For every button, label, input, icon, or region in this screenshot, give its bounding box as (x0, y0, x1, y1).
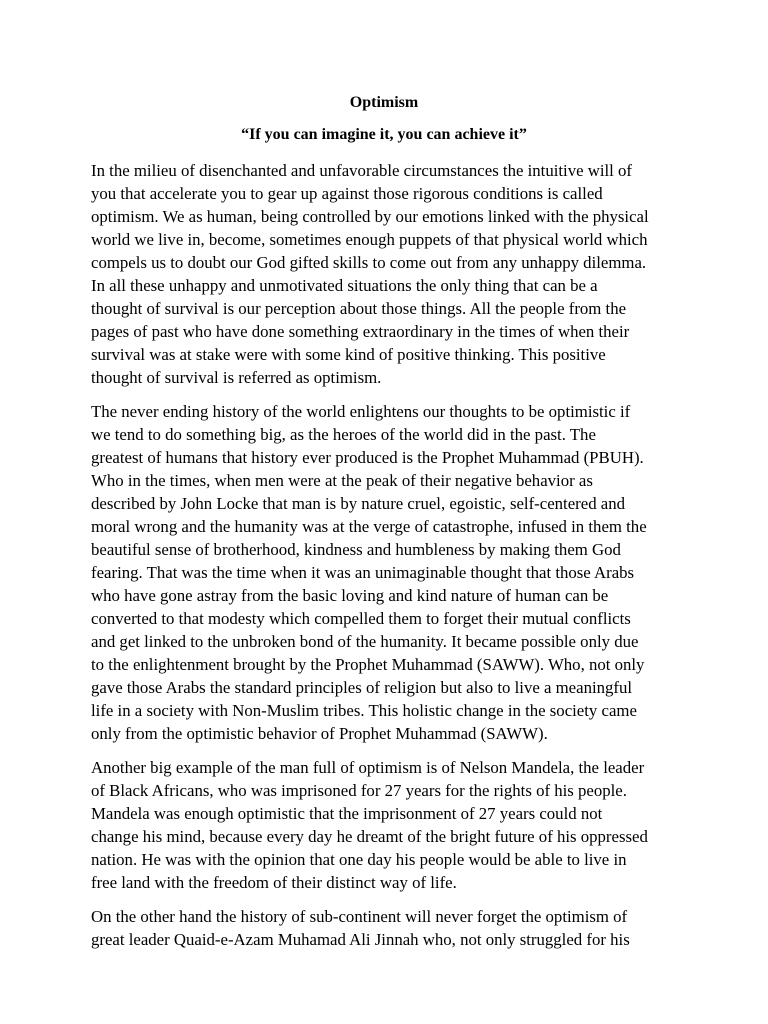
paragraph-line: life in a society with Non-Muslim tribes. This holistic change in the society came (91, 701, 637, 720)
paragraph (91, 400, 691, 745)
paragraph-line: moral wrong and the humanity was at the verge of catastrophe, infused in them the (91, 517, 647, 536)
paragraph-line: gave those Arabs the standard principles of religion but also to live a meaningful (91, 678, 633, 697)
paragraph-line: In all these unhappy and unmotivated situations the only thing that can be a (91, 276, 598, 295)
paragraph-line: thought of survival is our perception about those things. All the people from the (91, 299, 627, 318)
paragraph-line: Another big example of the man full of optimism is of Nelson Mandela, the leader (91, 758, 645, 777)
document-quote: “If you can imagine it, you can achieve it” (241, 126, 527, 143)
paragraph-line: world we live in, become, sometimes enough puppets of that physical world which (91, 230, 648, 249)
paragraph-line: fearing. That was the time when it was an unimaginable thought that those Arabs (91, 563, 635, 582)
paragraph-line: optimism. We as human, being controlled by our emotions linked with the physical (91, 207, 649, 226)
paragraph-line: Mandela was enough optimistic that the imprisonment of 27 years could not (91, 804, 603, 823)
paragraph-line: On the other hand the history of sub-continent will never forget the optimism of (91, 907, 628, 926)
paragraph-line: of Black Africans, who was imprisoned for 27 years for the rights of his people. (91, 781, 627, 800)
paragraph-line: and get linked to the unbroken bond of the humanity. It became possible only due (91, 632, 639, 651)
paragraph-line: In the milieu of disenchanted and unfavorable circumstances the intuitive will of (91, 161, 633, 180)
paragraph-line: change his mind, because every day he dreamt of the bright future of his oppressed (91, 827, 648, 846)
paragraph-line: described by John Locke that man is by nature cruel, egoistic, self-centered and (91, 494, 626, 513)
paragraph-line: The never ending history of the world enlightens our thoughts to be optimistic if (91, 402, 631, 421)
paragraph-line: you that accelerate you to gear up against those rigorous conditions is called (91, 184, 603, 203)
paragraph-line: who have gone astray from the basic loving and kind nature of human can be (91, 586, 609, 605)
paragraph-line: only from the optimistic behavior of Prophet Muhammad (SAWW). (91, 724, 548, 743)
paragraph-line: survival was at stake were with some kind of positive thinking. This positive (91, 345, 606, 364)
document-title: Optimism (349, 94, 419, 111)
paragraph (91, 905, 691, 951)
paragraph-line: converted to that modesty which compelled them to forget their mutual conflicts (91, 609, 631, 628)
paragraph-line: great leader Quaid-e-Azam Muhamad Ali Jinnah who, not only struggled for his (91, 930, 630, 949)
paragraph (91, 159, 691, 389)
paragraph (91, 756, 691, 894)
paragraph-line: nation. He was with the opinion that one day his people would be able to live in (91, 850, 627, 869)
paragraph-line: we tend to do something big, as the heroes of the world did in the past. The (91, 425, 596, 444)
paragraph-line: thought of survival is referred as optimism. (91, 368, 382, 387)
paragraph-line: pages of past who have done something extraordinary in the times of when their (91, 322, 630, 341)
paragraph-line: compels us to doubt our God gifted skills to come out from any unhappy dilemma. (91, 253, 647, 272)
paragraph-line: to the enlightenment brought by the Prophet Muhammad (SAWW). Who, not only (91, 655, 645, 674)
document-body (91, 159, 691, 962)
paragraph-line: greatest of humans that history ever produced is the Prophet Muhammad (PBUH). (91, 448, 644, 467)
paragraph-line: free land with the freedom of their distinct way of life. (91, 873, 457, 892)
paragraph-line: beautiful sense of brotherhood, kindness and humbleness by making them God (91, 540, 621, 559)
paragraph-line: Who in the times, when men were at the peak of their negative behavior as (91, 471, 593, 490)
